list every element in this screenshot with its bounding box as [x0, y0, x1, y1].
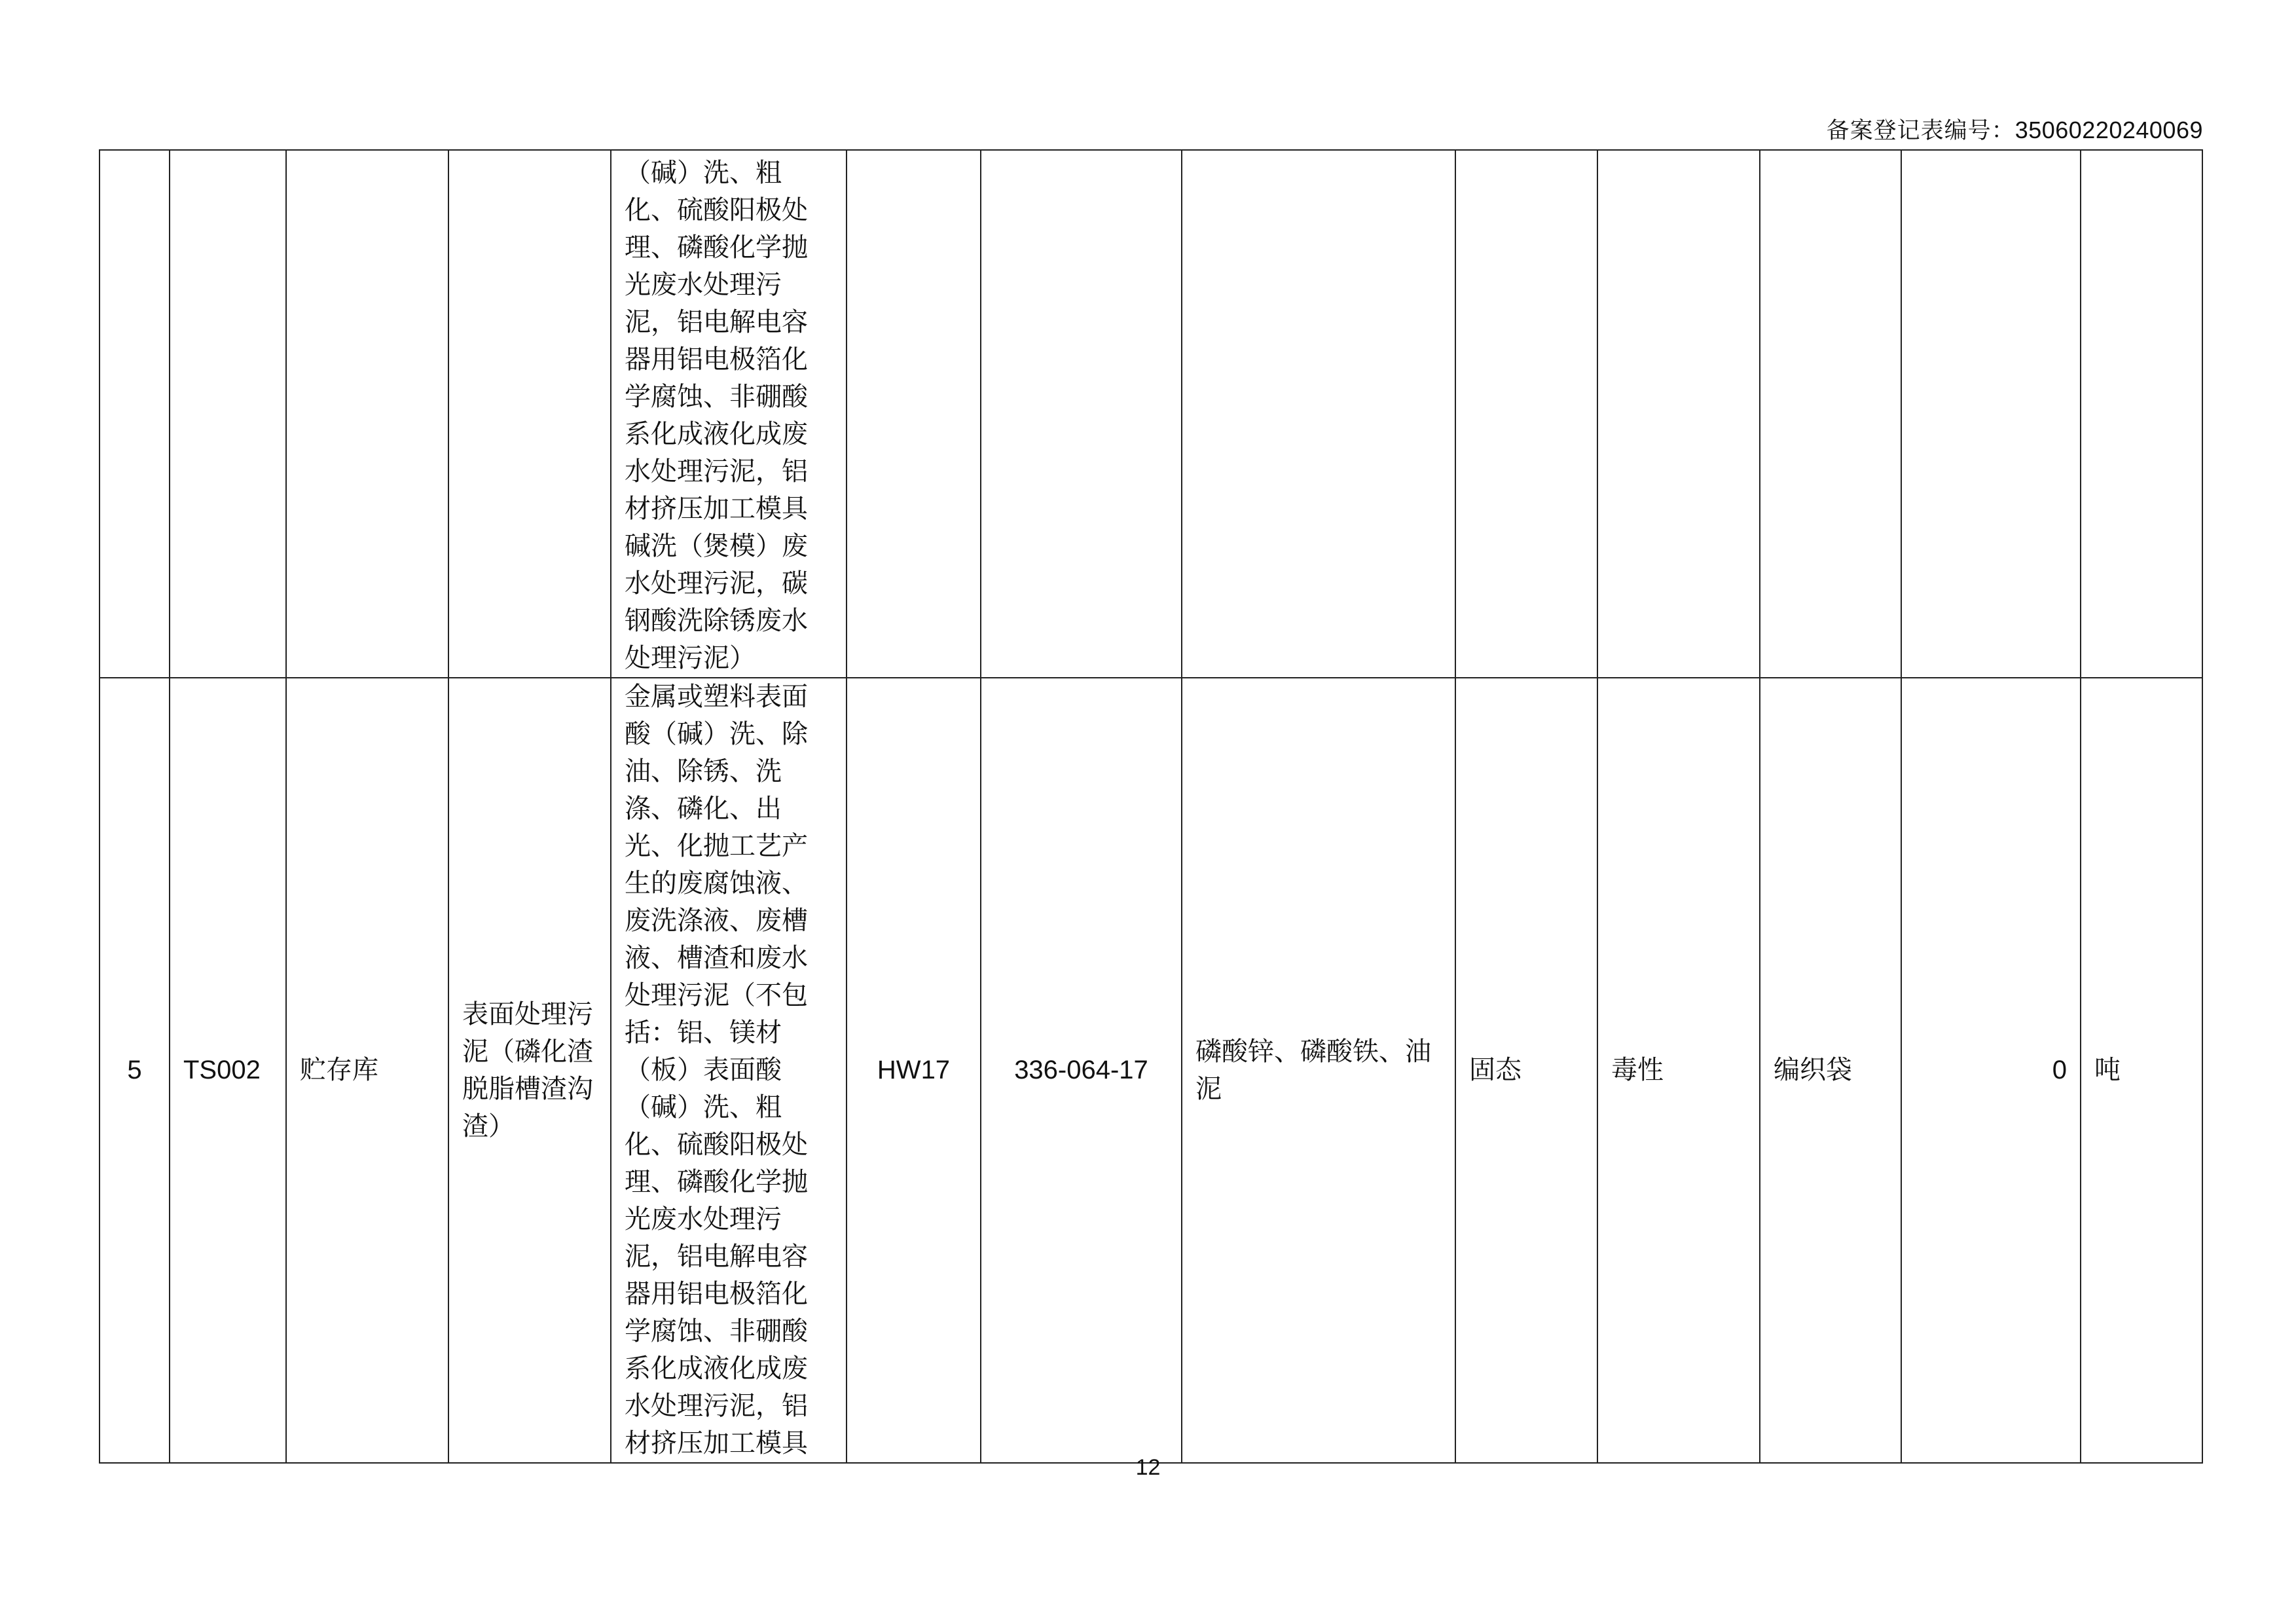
waste-code-cell: 336-064-17: [981, 678, 1182, 1463]
code-cell: TS002: [170, 678, 286, 1463]
table-row: [100, 150, 2202, 678]
quantity-cell: [1901, 150, 2081, 678]
package-cell: 编织袋: [1760, 678, 1901, 1463]
registration-label: 备案登记表编号：: [1826, 118, 2015, 144]
seq-cell: 5: [100, 678, 170, 1463]
page-number: 12: [1135, 1455, 1161, 1480]
components-cell: [1182, 150, 1455, 678]
waste-name-cell: [448, 150, 611, 678]
form-cell: [1455, 150, 1597, 678]
category-cell: HW17: [847, 678, 981, 1463]
table-row: [100, 678, 2202, 1463]
quantity-cell: 0: [1901, 678, 2081, 1463]
facility-cell: 贮存库: [286, 678, 448, 1463]
facility-cell: [286, 150, 448, 678]
hazardous-waste-table: [99, 149, 2203, 1464]
registration-number: [1827, 113, 2203, 145]
registration-value: 35060220240069: [2014, 117, 2203, 143]
unit-cell: 吨: [2081, 678, 2202, 1463]
hazard-cell: [1597, 150, 1760, 678]
description-cell: 金属或塑料表面酸（碱）洗、除油、除锈、洗涤、磷化、出光、化抛工艺产生的废腐蚀液、废洗涤液、废槽液、槽渣和废水处理污泥（不包括：铝、镁材（板）表面酸（碱）洗、粗化、硫酸阳极处理、磷酸化学抛光废水处理污泥，铝电解电容器用铝电极箔化学腐蚀、非硼酸系化成液化成废水处理污泥，铝材挤压加工模具: [611, 678, 847, 1463]
unit-cell: [2081, 150, 2202, 678]
hazard-cell: 毒性: [1597, 678, 1760, 1463]
code-cell: [170, 150, 286, 678]
waste-name-cell: 表面处理污泥（磷化渣脱脂槽渣沟渣）: [448, 678, 611, 1463]
seq-cell: [100, 150, 170, 678]
package-cell: [1760, 150, 1901, 678]
form-cell: 固态: [1455, 678, 1597, 1463]
waste-code-cell: [981, 150, 1182, 678]
category-cell: [847, 150, 981, 678]
components-cell: 磷酸锌、磷酸铁、油泥: [1182, 678, 1455, 1463]
description-cell: （碱）洗、粗化、硫酸阳极处理、磷酸化学抛光废水处理污泥，铝电解电容器用铝电极箔化学腐蚀、非硼酸系化成液化成废水处理污泥，铝材挤压加工模具碱洗（煲模）废水处理污泥，碳钢酸洗除锈废水处理污泥）: [611, 150, 847, 678]
